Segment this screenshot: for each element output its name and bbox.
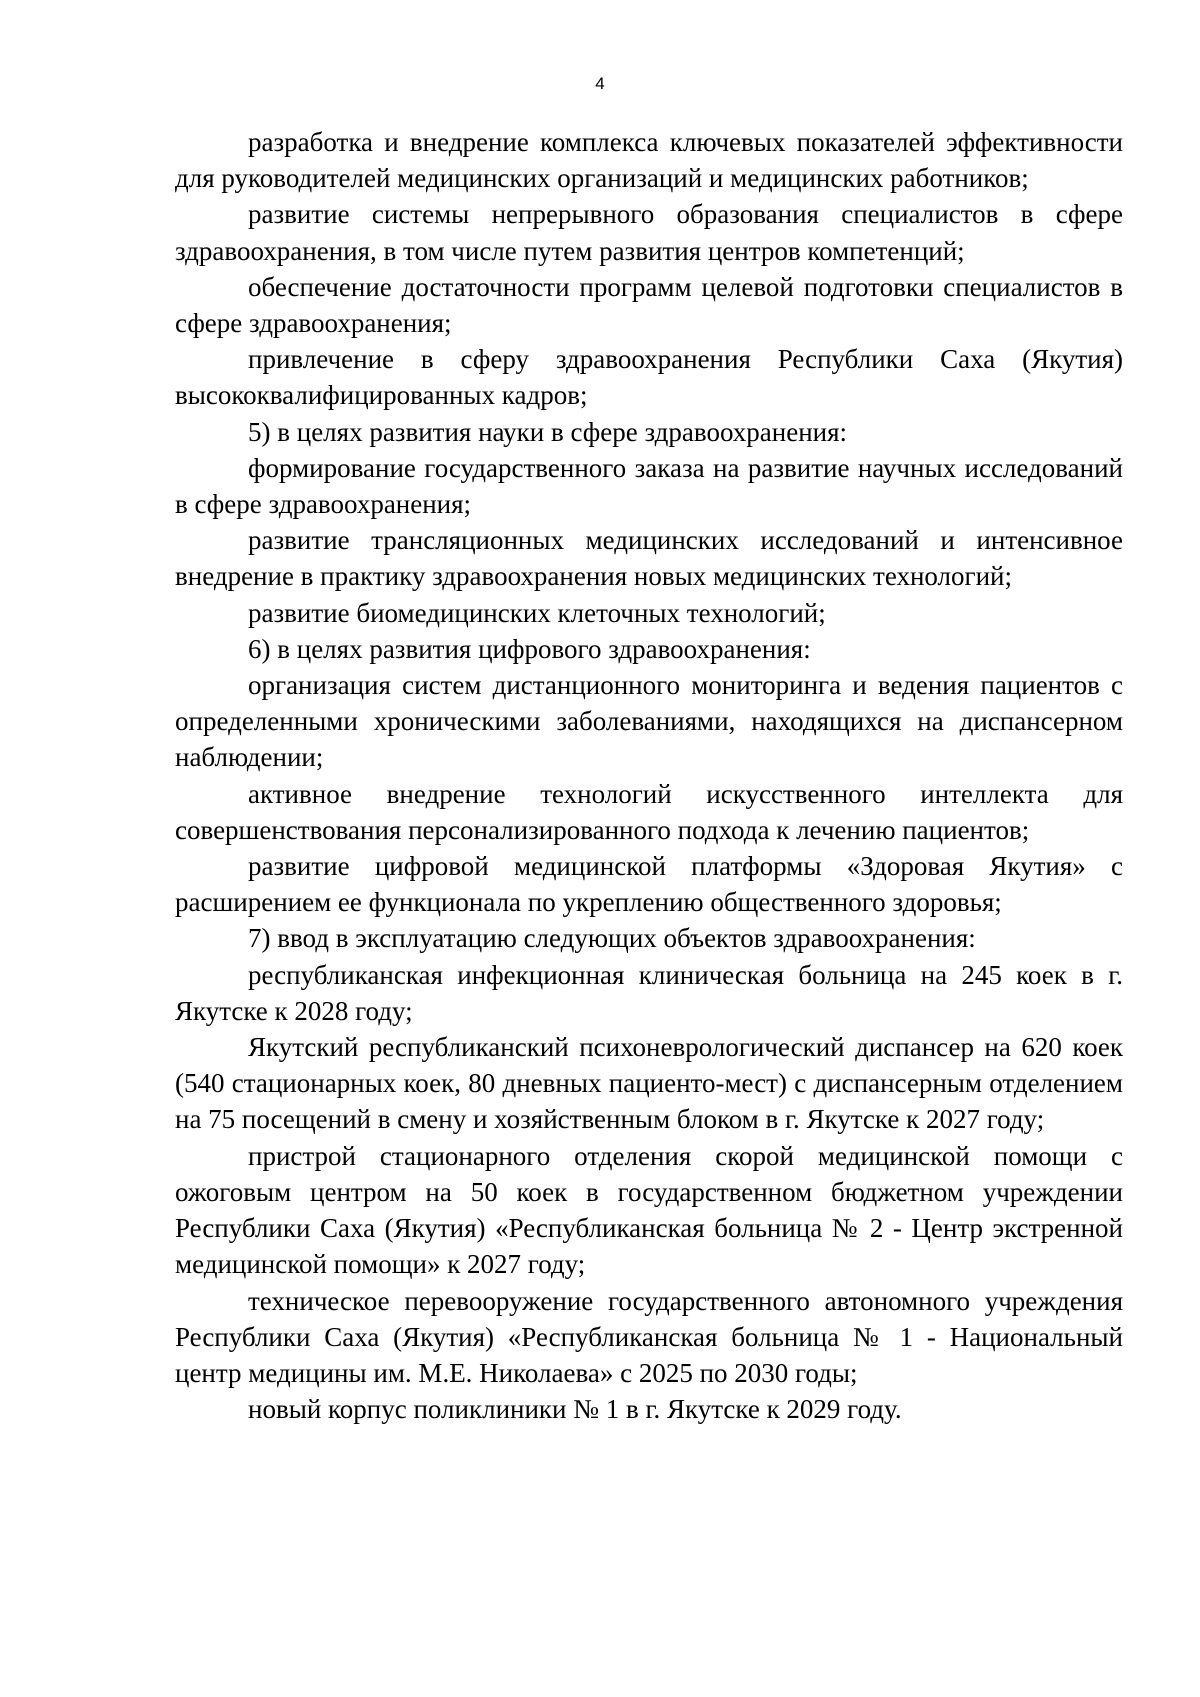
paragraph-infectious-hospital: республиканская инфекционная клиническая больница на 245 коек в г. Якутске к 2028 году;	[175, 959, 1123, 1026]
paragraph-technical-reequipment: техническое перевооружение государственного автономного учреждения Республики Саха (Якутия) «Республиканская больница № 1 - Национальный центр медицины им. М.Е. Николаева» с 2025 по 2030 годы;	[175, 1285, 1123, 1388]
paragraph-targeted-training: обеспечение достаточности программ целевой подготовки специалистов в сфере здравоохранения;	[175, 271, 1123, 339]
paragraph-kpi-development: разработка и внедрение комплекса ключевых показателей эффективности для руководителей медицинских организаций и медицинских работников;	[175, 127, 1123, 194]
document-body	[175, 124, 1123, 1427]
paragraph-new-polyclinic: новый корпус поликлиники № 1 в г. Якутске к 2029 году.	[248, 1394, 902, 1425]
paragraph-psychoneurological-dispensary: Якутский республиканский психоневрологический диспансер на 620 коек (540 стационарных коек, 80 дневных пациенто-мест) с диспансерным отделением на 75 посещений в смену и хозяйственным блоком в г. Якутске к 2027 году;	[175, 1032, 1123, 1135]
paragraph-ai-technologies: активное внедрение технологий искусственного интеллекта для совершенствования персонализированного подхода к лечению пациентов;	[175, 778, 1123, 845]
paragraph-remote-monitoring: организация систем дистанционного мониторинга и ведения пациентов с определенными хроническими заболеваниями, находящихся на диспансерном наблюдении;	[175, 670, 1123, 773]
paragraph-state-order: формирование государственного заказа на развитие научных исследований в сфере здравоохранения;	[175, 452, 1123, 520]
paragraph-continuous-education: развитие системы непрерывного образования специалистов в сфере здравоохранения, в том числе путем развития центров компетенций;	[175, 199, 1123, 266]
paragraph-burn-center-annex: пристрой стационарного отделения скорой медицинской помощи с ожоговым центром на 50 коек в государственном бюджетном учреждении Республики Саха (Якутия) «Республиканская больница № 2 - Центр экстренной медицинской помощи» к 2027 году;	[175, 1140, 1123, 1280]
paragraph-science-heading: 5) в целях развития науки в сфере здравоохранения:	[248, 416, 848, 447]
paragraph-translational-research: развитие трансляционных медицинских исследований и интенсивное внедрение в практику здравоохранения новых медицинских технологий;	[175, 525, 1123, 592]
paragraph-attracting-staff: привлечение в сферу здравоохранения Республики Саха (Якутия) высококвалифицированных кадров;	[175, 344, 1123, 411]
paragraph-digital-heading: 6) в целях развития цифрового здравоохранения:	[248, 633, 811, 664]
paragraph-cell-technologies: развитие биомедицинских клеточных технологий;	[248, 597, 826, 628]
paragraph-digital-platform: развитие цифровой медицинской платформы «Здоровая Якутия» с расширением ее функционала по укреплению общественного здоровья;	[175, 851, 1123, 918]
page-number: 4	[595, 74, 605, 93]
paragraph-facilities-heading: 7) ввод в эксплуатацию следующих объектов здравоохранения:	[248, 923, 976, 954]
